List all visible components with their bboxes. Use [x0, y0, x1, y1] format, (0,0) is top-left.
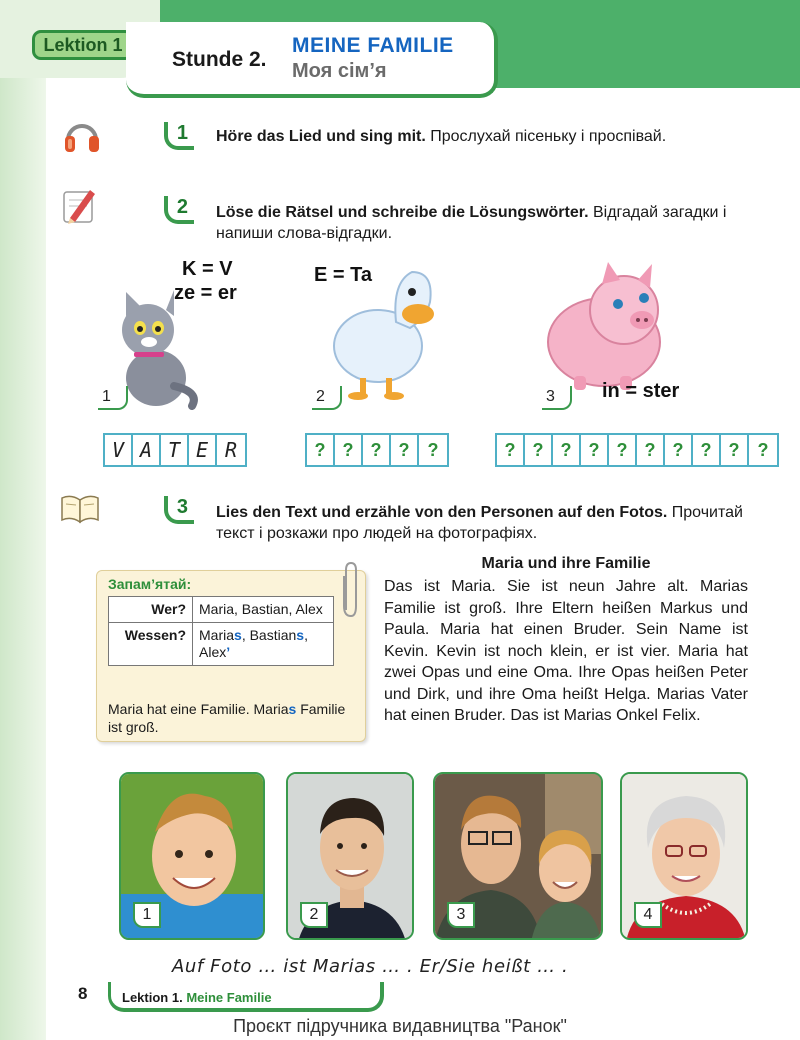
answer-letter: ? — [497, 435, 525, 465]
headphones-icon — [62, 116, 102, 156]
answer-letter: ? — [525, 435, 553, 465]
photo-number: 1 — [133, 902, 161, 928]
answer-letter: ? — [427, 439, 439, 460]
pencil-icon — [60, 186, 100, 226]
riddle-rule: K = V — [182, 258, 233, 280]
footer-lesson: Lektion 1. Meine Familie — [122, 990, 272, 1005]
photo-number: 3 — [447, 902, 475, 928]
answer-letter: ? — [721, 435, 749, 465]
grandmother-photo — [620, 772, 748, 940]
answer-letter: ? — [307, 435, 335, 465]
boy-photo — [119, 772, 265, 940]
exercise-number: 3 — [164, 496, 194, 524]
answer-letter: ? — [637, 435, 665, 465]
exercise-number: 2 — [164, 196, 194, 224]
table-cell: Maria, Bastian, Alex — [193, 597, 334, 623]
exercise-number: 1 — [164, 122, 194, 150]
riddle-rule: ze = er — [174, 282, 237, 304]
riddle-rule: in = ster — [602, 380, 680, 402]
page-title: MEINE FAMILIE — [292, 34, 454, 57]
answer-letter: ? — [335, 435, 363, 465]
photo-number: 2 — [300, 902, 328, 928]
man-photo — [286, 772, 414, 940]
answer-letter: A — [133, 435, 161, 465]
table-row — [109, 623, 334, 666]
note-title: Запам’ятай: — [108, 576, 192, 592]
riddle-rule: E = Ta — [314, 264, 372, 286]
answer-letter: ? — [609, 435, 637, 465]
story-title: Maria und ihre Familie — [481, 555, 651, 572]
couple-photo — [433, 772, 603, 940]
note-example: Maria hat eine Familie. Marias Familie ist groß. — [108, 701, 346, 735]
publisher-note: Проєкт підручника видавництва "Ранок" — [233, 1016, 567, 1036]
answer-letter: E — [189, 435, 217, 465]
table-cell: Wessen? — [109, 623, 193, 666]
table-row — [109, 597, 334, 623]
lesson-number: Stunde 2. — [172, 48, 267, 71]
answer-letter: V — [105, 435, 133, 465]
exercise-instruction: Löse die Rätsel und schreibe die Lösungswörter. Відгадай загадки і напиши слова-відгадки. — [216, 204, 727, 242]
page-number: 8 — [78, 984, 88, 1003]
answer-grid-1 — [103, 433, 247, 467]
answer-letter: ? — [693, 435, 721, 465]
story-text: Das ist Maria. Sie ist neun Jahre alt. Marias Familie ist groß. Ihre Eltern heißen Markus und Paula. Maria hat einen Bruder. Sein Name ist Kevin. Kevin ist noch klein, er ist vier. Maria hat zwei Opas und eine Oma. Ihre Opas heißen Peter und Dirk, und ihre Oma heißt Helga. Marias Vater hat einen Bruder. Das ist Marias Onkel Felix. — [384, 578, 748, 724]
answer-letter: ? — [665, 435, 693, 465]
side-strip — [0, 0, 46, 1040]
pig-illustration — [544, 258, 674, 399]
answer-letter: ? — [757, 439, 769, 460]
answer-letter: T — [161, 435, 189, 465]
picture-number: 1 — [98, 386, 128, 410]
lesson-badge: Lektion 1 — [32, 30, 134, 60]
answer-letter: R — [224, 438, 238, 462]
paperclip-icon — [340, 560, 362, 625]
answer-letter: ? — [553, 435, 581, 465]
exercise-instruction: Lies den Text und erzähle von den Personen auf den Fotos. Прочитай текст і розкажи про людей на фотографіях. — [216, 504, 743, 542]
exercise-instruction: Höre das Lied und sing mit. Прослухай пісеньку і проспівай. — [216, 128, 667, 145]
answer-grid-2 — [305, 433, 449, 467]
photo-number: 4 — [634, 902, 662, 928]
answer-letter: ? — [581, 435, 609, 465]
answer-grid-3 — [495, 433, 779, 467]
book-icon — [60, 492, 100, 532]
answer-letter: ? — [363, 435, 391, 465]
sentence-pattern: Auf Foto … ist Marias … . Er/Sie heißt … . — [172, 956, 569, 977]
table-cell: Marias, Bastians, Alex’ — [193, 623, 334, 666]
table-cell: Wer? — [109, 597, 193, 623]
picture-number: 3 — [542, 386, 572, 410]
grammar-table — [108, 596, 334, 666]
answer-letter: ? — [391, 435, 419, 465]
page-subtitle: Моя сім’я — [292, 60, 387, 82]
duck-illustration — [326, 262, 446, 407]
picture-number: 2 — [312, 386, 342, 410]
